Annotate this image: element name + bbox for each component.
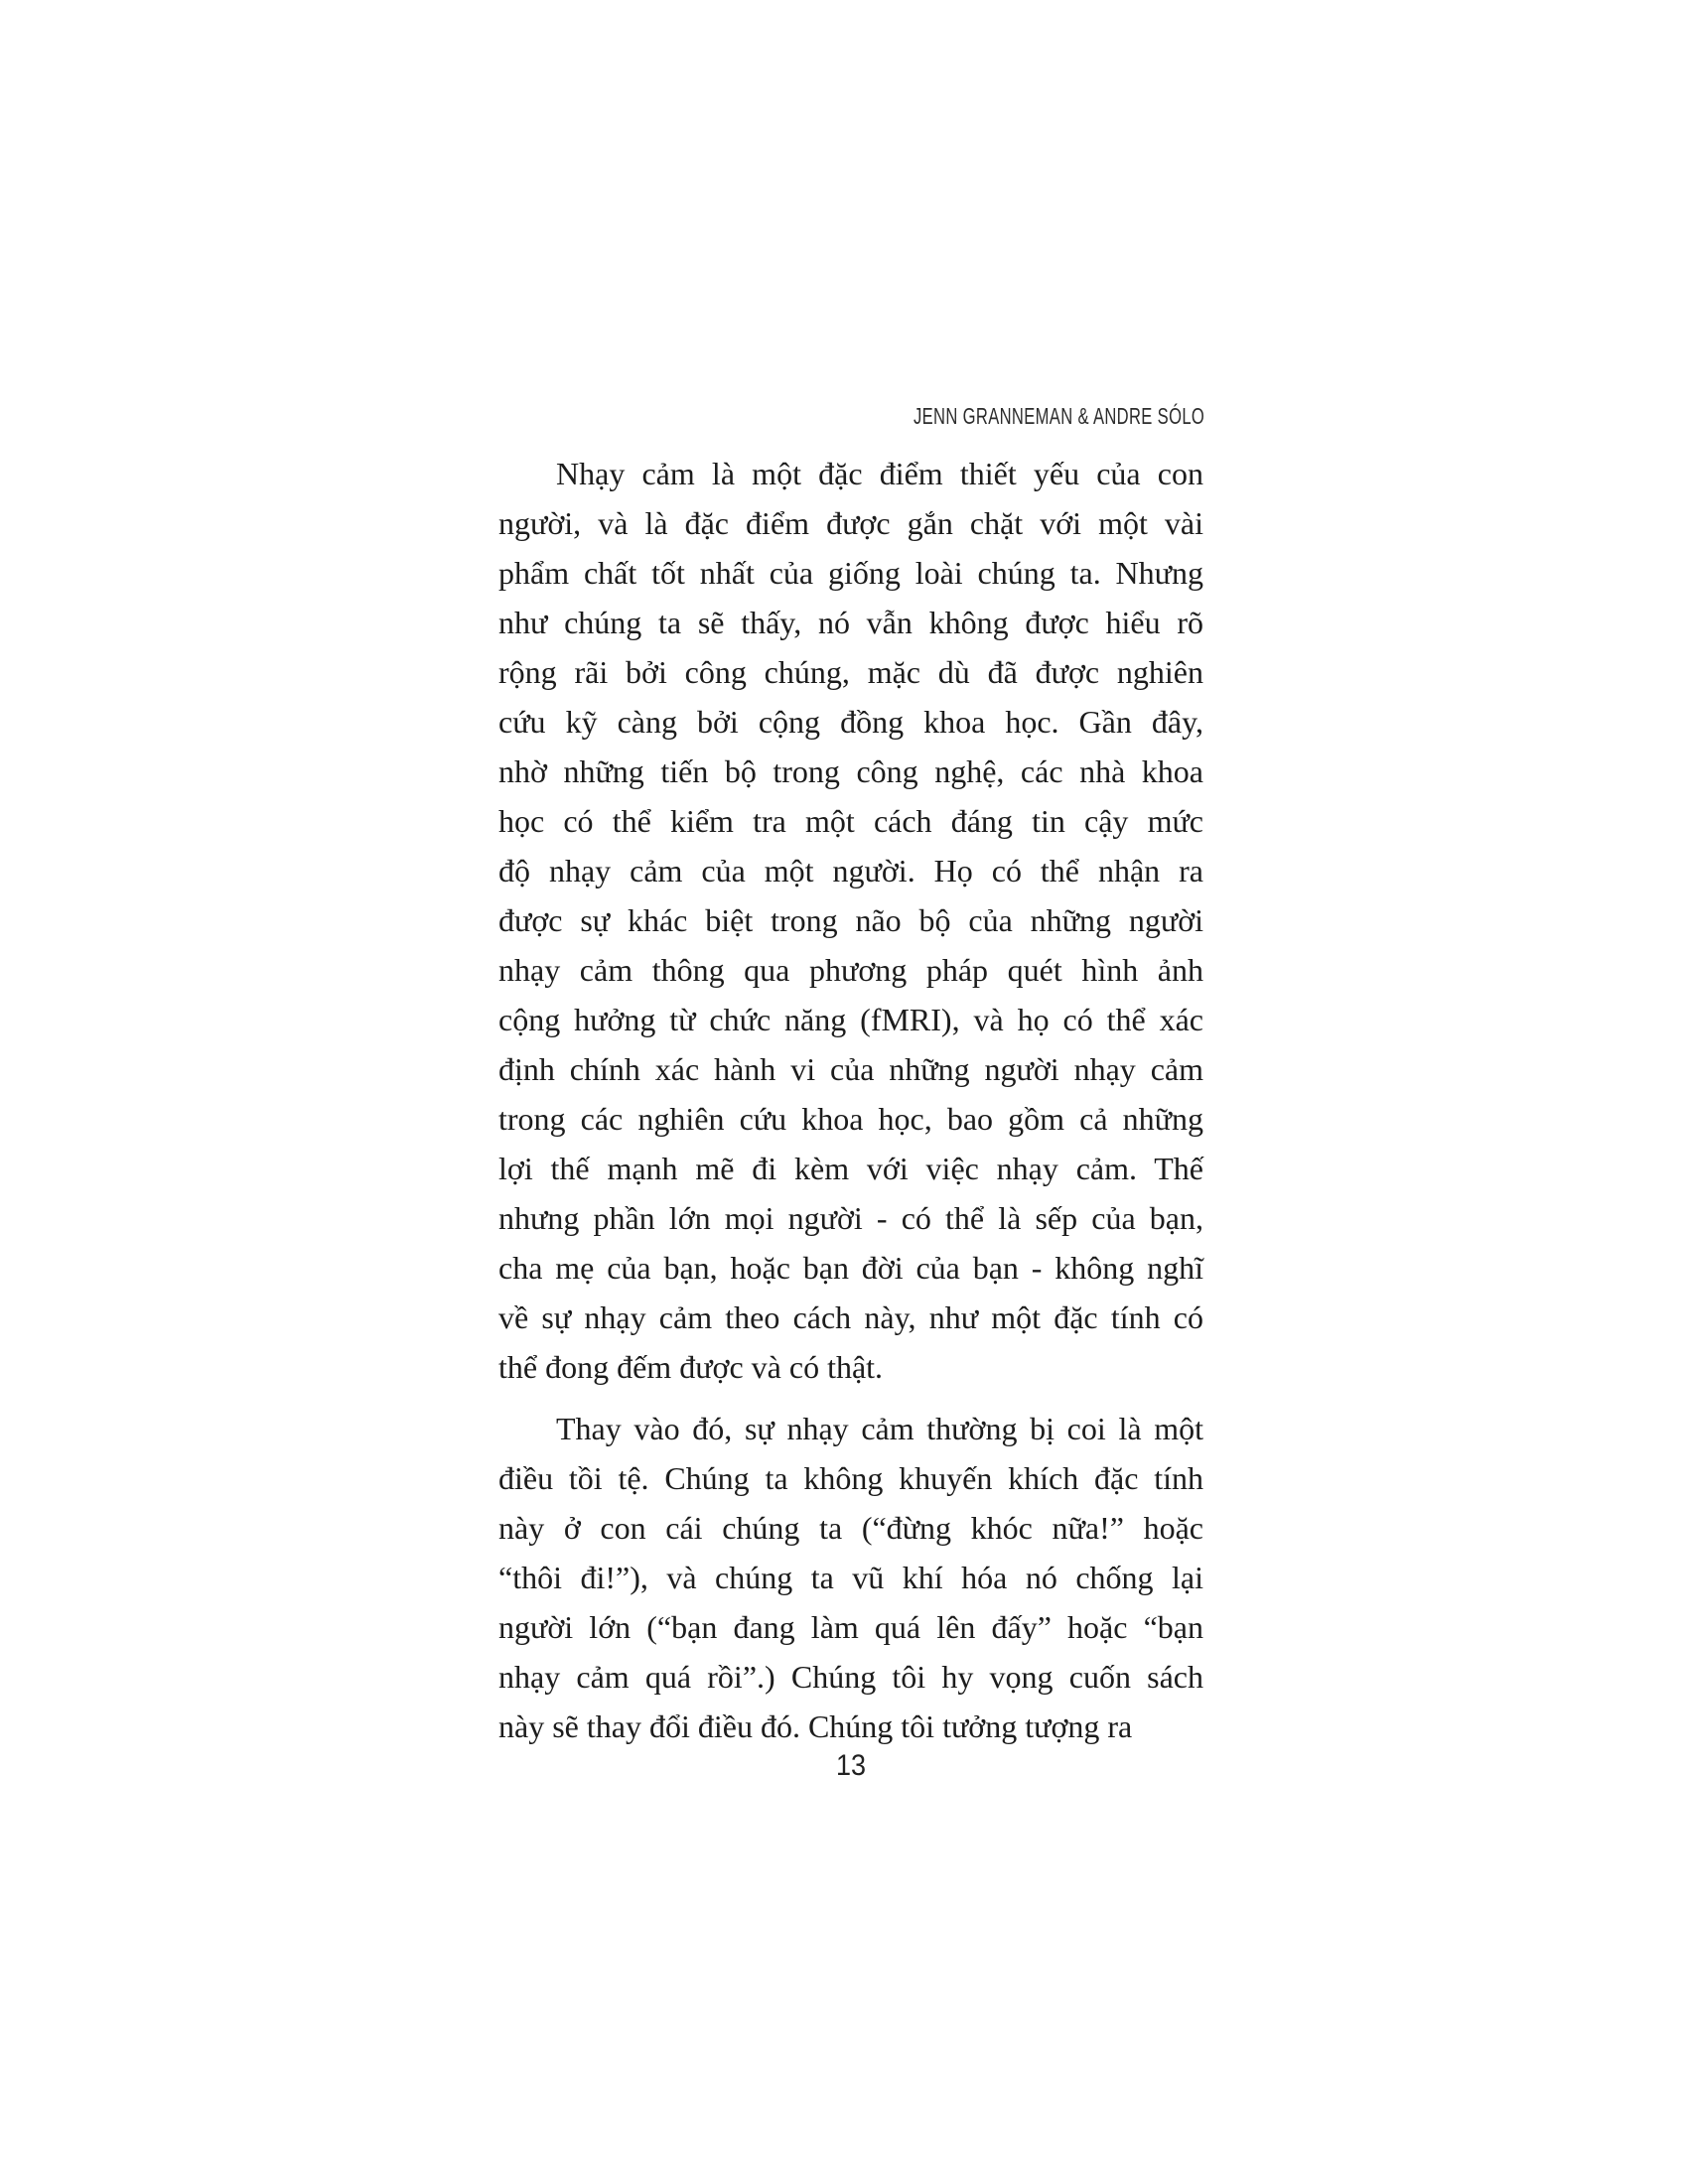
text-line: cộng hưởng từ chức năng (fMRI), và họ có thể xác [498,1002,1203,1037]
text-line: được sự khác biệt trong não bộ của những người [498,902,1203,938]
page-number: 13 [835,1749,867,1782]
text-line: người, và là đặc điểm được gắn chặt với một vài [498,505,1203,541]
text-line: học có thể kiểm tra một cách đáng tin cậy mức [498,803,1203,839]
text-line: như chúng ta sẽ thấy, nó vẫn không được hiểu rõ [498,605,1203,640]
text-line: định chính xác hành vi của những người nhạy cảm [498,1051,1203,1087]
text-line: nhờ những tiến bộ trong công nghệ, các nhà khoa [498,753,1203,789]
text-line: “thôi đi!”), và chúng ta vũ khí hóa nó chống lại [498,1560,1203,1595]
text-line: độ nhạy cảm của một người. Họ có thể nhận ra [498,853,1203,888]
text-line: lợi thế mạnh mẽ đi kèm với việc nhạy cảm. Thế [498,1151,1203,1186]
text-line: cứu kỹ càng bởi cộng đồng khoa học. Gần đây, [498,704,1203,740]
text-line: rộng rãi bởi công chúng, mặc dù đã được nghiên [498,654,1203,690]
text-line: về sự nhạy cảm theo cách này, như một đặc tính có [498,1299,1203,1335]
text-line: nhạy cảm thông qua phương pháp quét hình ảnh [498,952,1203,988]
text-line: phẩm chất tốt nhất của giống loài chúng ta. Nhưng [498,555,1203,591]
text-line: Thay vào đó, sự nhạy cảm thường bị coi là một [556,1411,1203,1446]
text-line: điều tồi tệ. Chúng ta không khuyến khích đặc tính [498,1460,1203,1496]
text-line: nhạy cảm quá rồi”.) Chúng tôi hy vọng cuốn sách [498,1659,1203,1695]
paragraph [498,449,1203,1392]
text-line: nhưng phần lớn mọi người - có thể là sếp của bạn, [498,1200,1203,1236]
running-header: JENN GRANNEMAN & ANDRE SÓLO [913,403,1204,429]
text-line: trong các nghiên cứu khoa học, bao gồm cả những [498,1101,1203,1137]
text-line: này ở con cái chúng ta (“đừng khóc nữa!” hoặc [498,1510,1203,1546]
paragraph [498,1404,1203,1751]
body-text [498,449,1203,1751]
text-line: cha mẹ của bạn, hoặc bạn đời của bạn - không nghĩ [498,1250,1203,1286]
text-line: thể đong đếm được và có thật. [498,1349,884,1385]
text-line: Nhạy cảm là một đặc điểm thiết yếu của con [556,456,1203,491]
text-line: người lớn (“bạn đang làm quá lên đấy” hoặc “bạn [498,1609,1203,1645]
text-line: này sẽ thay đổi điều đó. Chúng tôi tưởng tượng ra [498,1708,1133,1744]
